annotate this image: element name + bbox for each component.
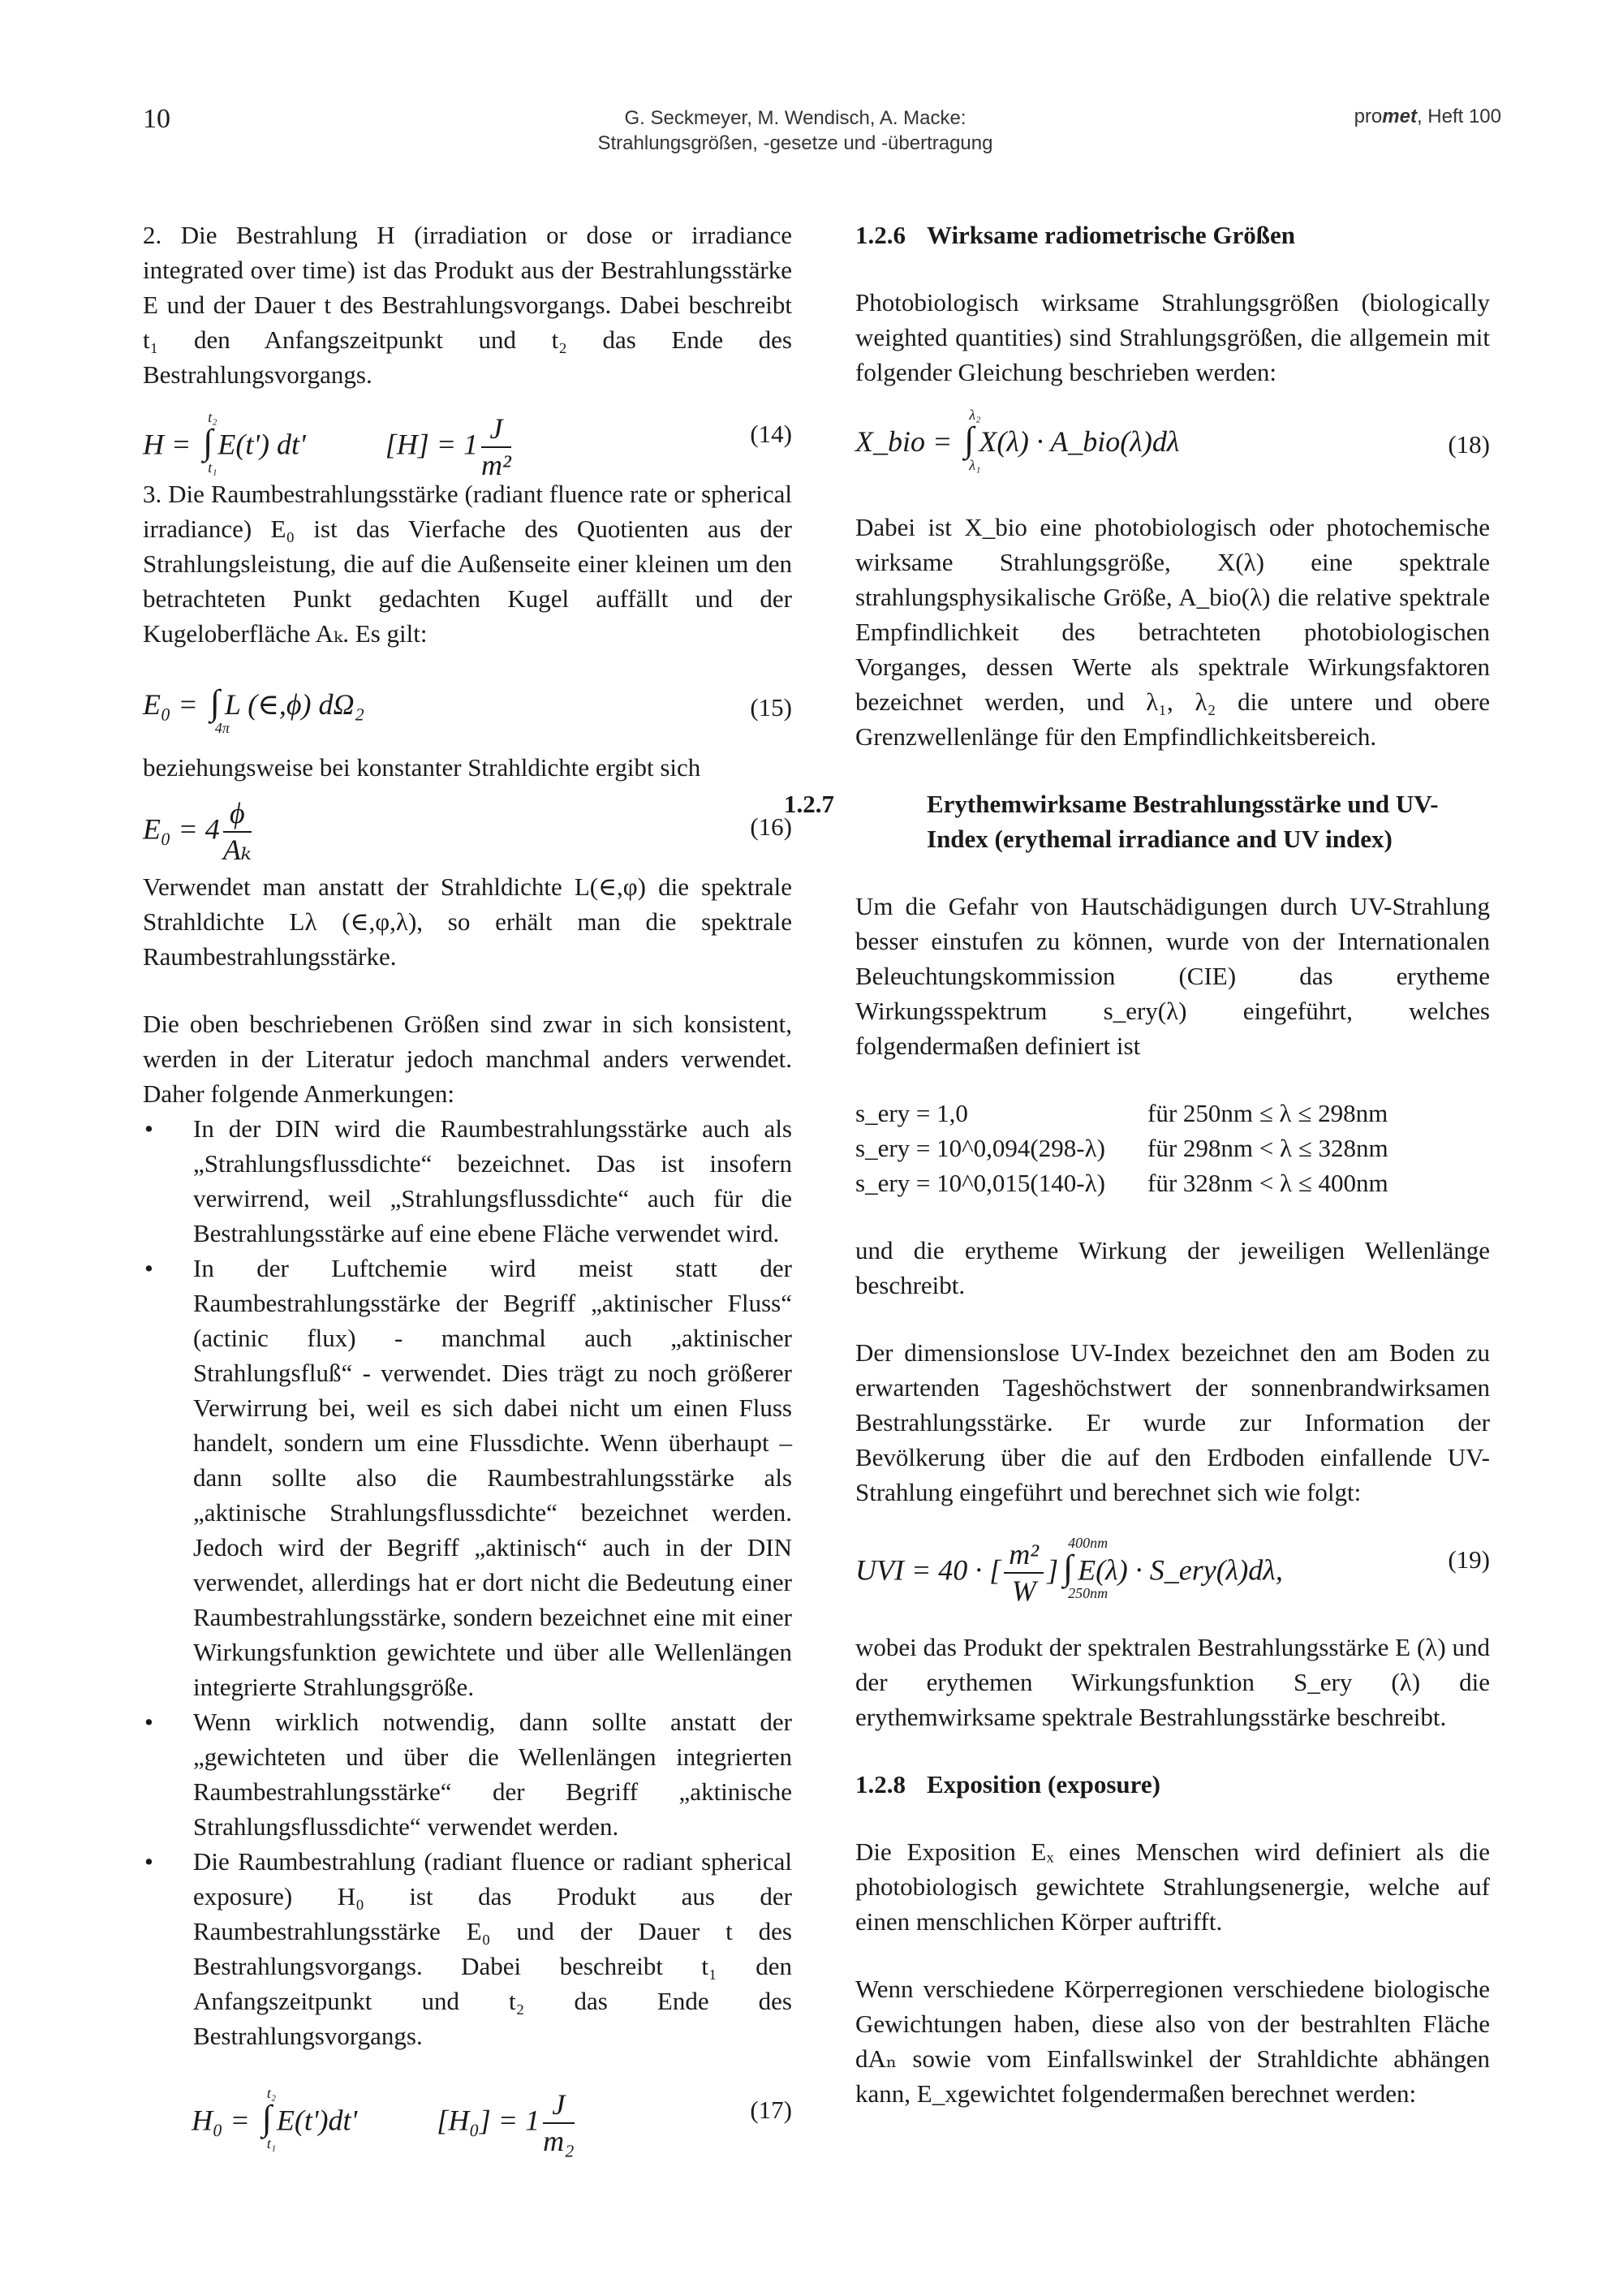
bullet-marker: • bbox=[144, 1114, 153, 1143]
section-heading-1-2-8 bbox=[855, 1767, 1490, 1802]
integral-sign: ∫ t₂ t₁ bbox=[262, 2100, 272, 2135]
list-item-text: In der Luftchemie wird meist statt der Raumbestrahlungsstärke der Begriff „aktinischer Fluss“ (actinic flux) - manchmal auch „aktinischer Strahlungsfluß“ - verwendet. Dies trägt zu noch größerer Verwirrung bei, weil es sich dabei nicht um einen Fluss handelt, sondern um eine Flussdichte. Wenn überhaupt – dann sollte also die Raumbestrahlungsstärke als „aktinische Strahlungsflussdichte“ bezeichnet werden. Jedoch wird der Begriff „aktinisch“ auch in der DIN verwendet, allerdings hat er dort nicht die Bedeutung einer Raumbestrahlungsstärke, sondern bezeichnet eine mit einer Wirkungsfunktion gewichtete und über alle Wellenlängen integrierte Strahlungsgröße. bbox=[193, 1254, 792, 1701]
list-item-text: In der DIN wird die Raumbestrahlungsstärke auch als „Strahlungsflussdichte“ bezeichnet. Das ist insofern verwirrend, weil „Strahlungsflussdichte“ auch für die Bestrahlungsstärke auf eine ebene Fläche verwendet wird. bbox=[193, 1114, 792, 1247]
integral-sign: ∫ t₂ t₁ bbox=[203, 424, 213, 459]
definition-lhs: s_ery = 10^0,094(298-λ) bbox=[855, 1134, 1105, 1162]
eq17-lhs: H₀ = bbox=[192, 2104, 257, 2137]
eq16-lhs: E₀ = 4 bbox=[143, 812, 220, 846]
list-item bbox=[143, 1844, 792, 2053]
list-item bbox=[143, 1251, 792, 1704]
eq19-lower-limit: 250nm bbox=[1068, 1585, 1109, 1602]
definition-rhs: für 328nm < λ ≤ 400nm bbox=[1147, 1169, 1388, 1197]
eq16-number: (16) bbox=[750, 812, 792, 841]
list-item-text: Wenn wirklich notwendig, dann sollte anstatt der „gewichteten und über die Wellenlängen integrierten Raumbestrahlungsstärke“ der Begriff „aktinische Strahlungsflussdichte“ verwendet werden. bbox=[193, 1708, 792, 1841]
definition-rhs: für 250nm ≤ λ ≤ 298nm bbox=[1147, 1099, 1388, 1127]
bullet-marker: • bbox=[144, 1708, 153, 1736]
paragraph-die-oben: Die oben beschriebenen Größen sind zwar in sich konsistent, werden in der Literatur jedoch manchmal anders verwendet. Daher folgende Anmerkungen: bbox=[143, 1010, 792, 1108]
eq14-unit-den: m² bbox=[481, 449, 511, 481]
eq14-unit-lhs: [H] = 1 bbox=[385, 428, 479, 461]
running-title-topic: Strahlungsgrößen, -gesetze und -übertragung bbox=[597, 132, 993, 154]
eq16-den: Aₖ bbox=[222, 834, 252, 866]
definition-row bbox=[855, 1131, 1490, 1165]
definition-row bbox=[855, 1165, 1490, 1200]
definition-lhs: s_ery = 10^0,015(140-λ) bbox=[855, 1169, 1105, 1197]
paragraph-wenn: Wenn verschiedene Körperregionen verschiedene biologische Gewichtungen haben, diese also von der bestrahlten Fläche dAₙ sowie vom Einfallswinkel der Strahldichte abhängen kann, E_xgewichtet folgendermaßen berechnet werden: bbox=[855, 1975, 1490, 2108]
paragraph-photobio: Photobiologisch wirksame Strahlungsgrößen (biologically weighted quantities) sind Strahlungsgrößen, die allgemein mit folgender Gleichung beschrieben werden: bbox=[855, 288, 1490, 386]
equation-18 bbox=[855, 390, 1490, 495]
eq17-lower-limit: t₁ bbox=[266, 2135, 277, 2152]
eq15-number: (15) bbox=[750, 693, 792, 722]
list-item bbox=[143, 1704, 792, 1844]
eq19-number: (19) bbox=[1448, 1545, 1490, 1574]
eq14-number: (14) bbox=[750, 420, 792, 448]
definition-row bbox=[855, 1096, 1490, 1131]
equation-17 bbox=[143, 2068, 792, 2157]
paragraph-beziehungsweise: beziehungsweise bei konstanter Strahldichte ergibt sich bbox=[143, 753, 701, 782]
eq17-unit-fraction bbox=[543, 2087, 575, 2159]
eq18-number: (18) bbox=[1448, 430, 1490, 459]
journal-issue: , Heft 100 bbox=[1416, 106, 1501, 127]
left-column bbox=[143, 218, 792, 2157]
integral-sign: ∫ 400nm 250nm bbox=[1063, 1550, 1073, 1585]
section-heading-1-2-6 bbox=[855, 218, 1490, 252]
eq18-upper-limit: λ₂ bbox=[969, 407, 981, 423]
equation-16 bbox=[143, 785, 792, 869]
eq18-lower-limit: λ₁ bbox=[969, 457, 981, 473]
paragraph-wobei: wobei das Produkt der spektralen Bestrahlungsstärke E (λ) und der erythemen Wirkungsfunktion S_ery (λ) die erythemwirksame spektrale Bestrahlungsstärke beschreibt. bbox=[855, 1633, 1490, 1731]
eq19-num: m² bbox=[1004, 1537, 1044, 1574]
eq19-fraction bbox=[1004, 1537, 1044, 1609]
paragraph-verwendet: Verwendet man anstatt der Strahldichte L(∈,φ) die spektrale Strahldichte Lλ (∈,φ,λ), so erhält man die spektrale Raumbestrahlungsstärke. bbox=[143, 872, 792, 971]
eq17-unit-den: m₂ bbox=[543, 2125, 575, 2157]
section-number: 1.2.6 bbox=[855, 221, 906, 249]
eq17-unit-lhs: [H₀] = 1 bbox=[437, 2104, 540, 2137]
equation-15 bbox=[143, 666, 792, 750]
eq14-lhs: H = bbox=[143, 428, 199, 461]
running-title-authors: G. Seckmeyer, M. Wendisch, A. Macke: bbox=[624, 107, 966, 129]
equation-14 bbox=[143, 392, 792, 481]
bullet-marker: • bbox=[144, 1847, 153, 1876]
page-header bbox=[0, 104, 1623, 169]
eq14-integrand: E(t') dt' bbox=[217, 428, 306, 461]
section-title: Exposition (exposure) bbox=[927, 1770, 1160, 1798]
eq19-den: W bbox=[1011, 1574, 1036, 1607]
right-column bbox=[784, 218, 1490, 2111]
eq14-upper-limit: t₂ bbox=[208, 409, 217, 426]
integral-sign: ∫ 4π bbox=[210, 685, 220, 720]
paragraph-um-die: Um die Gefahr von Hautschädigungen durch UV-Strahlung besser einstufen zu können, wurde von der Internationalen Beleuchtungskommission (CIE) das erytheme Wirkungsspektrum s_ery(λ) eingeführt, welches folgendermaßen definiert ist bbox=[855, 892, 1490, 1060]
eq14-lower-limit: t₁ bbox=[208, 459, 217, 476]
paragraph-der-dimensionslose: Der dimensionslose UV-Index bezeichnet den am Boden zu erwartenden Tageshöchstwert der sonnenbrandwirksamen Bestrahlungsstärke. Er wurde zur Information der Bevölkerung über die auf den Erdboden einfallende UV-Strahlung eingeführt und berechnet sich wie folgt: bbox=[855, 1338, 1490, 1506]
running-title bbox=[568, 106, 1022, 156]
definition-rhs: für 298nm < λ ≤ 328nm bbox=[1147, 1134, 1388, 1162]
eq18-lhs: X_bio = bbox=[855, 425, 960, 458]
journal-pro: pro bbox=[1354, 106, 1383, 127]
section-title: Erythemwirksame Bestrahlungsstärke und UV-Index (erythemal irradiance and UV index) bbox=[927, 790, 1439, 853]
eq15-integrand: L (∈,ϕ) dΩ₂ bbox=[224, 688, 365, 721]
bullet-marker: • bbox=[144, 1254, 153, 1282]
eq15-lhs: E₀ = bbox=[143, 688, 205, 721]
eq17-upper-limit: t₂ bbox=[266, 2085, 277, 2102]
definition-table bbox=[855, 1096, 1490, 1200]
eq19-integrand: E(λ) · S_ery(λ)dλ, bbox=[1078, 1553, 1283, 1587]
eq17-unit-num: J bbox=[543, 2087, 575, 2124]
eq16-fraction bbox=[223, 796, 252, 868]
paragraph-raumbestrahlung: 3. Die Raumbestrahlungsstärke (radiant fluence rate or spherical irradiance) E₀ ist das Vierfache des Quotienten aus der Strahlungsleistung, die auf die Außenseite einer kleinen um den betrachteten Punkt gedachten Kugel auffällt und der Kugeloberfläche Aₖ. Es gilt: bbox=[143, 480, 792, 648]
paragraph-dabei: Dabei ist X_bio eine photobiologisch oder photochemische wirksame Strahlungsgröße, X(λ) eine spektrale strahlungsphysikalische Größe, A_bio(λ) die relative spektrale Empfindlichkeit des betrachteten photobiologischen Vorganges, dessen Werte als spektrale Wirkungsfaktoren bezeichnet werden, und λ₁, λ₂ die untere und obere Grenzwellenlänge für den Empfindlichkeitsbereich. bbox=[855, 513, 1490, 751]
definition-lhs: s_ery = 1,0 bbox=[855, 1099, 968, 1127]
list-item-text: Die Raumbestrahlung (radiant fluence or radiant spherical exposure) H₀ ist das Produkt aus der Raumbestrahlungsstärke E₀ und der Dauer t des Bestrahlungsvorgangs. Dabei beschreibt t₁ den Anfangszeitpunkt und t₂ das Ende des Bestrahlungsvorgangs. bbox=[193, 1847, 792, 2050]
section-number: 1.2.8 bbox=[855, 1770, 906, 1798]
section-number: 1.2.7 bbox=[784, 790, 834, 818]
paragraph-bestrahlung: 2. Die Bestrahlung H (irradiation or dose or irradiance integrated over time) ist das Produkt aus der Bestrahlungsstärke E und der Dauer t des Bestrahlungsvorgangs. Dabei beschreibt t₁ den Anfangszeitpunkt und t₂ das Ende des Bestrahlungsvorgangs. bbox=[143, 221, 792, 389]
equation-19: UVI = 40 · [ $\frac{\text{m²}}{W}$ ] ∫ 400nm 250nm E(λ) · S_ery(λ)dλ, (19) bbox=[855, 1510, 1490, 1615]
eq17-integrand: E(t')dt' bbox=[276, 2104, 358, 2137]
journal-met: met bbox=[1382, 106, 1417, 127]
eq14-unit-fraction bbox=[481, 411, 511, 483]
eq19-lhs: UVI = 40 · bbox=[855, 1553, 990, 1587]
paragraph-und-die: und die erytheme Wirkung der jeweiligen Wellenlänge beschreibt. bbox=[855, 1236, 1490, 1299]
eq17-number: (17) bbox=[750, 2096, 792, 2124]
eq18-integrand: X(λ) · A_bio(λ)dλ bbox=[979, 425, 1180, 458]
integral-sign: ∫ λ₂ λ₁ bbox=[964, 422, 974, 457]
remarks-list bbox=[143, 1111, 792, 2053]
page-number: 10 bbox=[143, 104, 170, 134]
paragraph-exposition: Die Exposition Eₓ eines Menschen wird definiert als die photobiologisch gewichtete Strahlungsenergie, welche auf einen menschlichen Körper auftrifft. bbox=[855, 1837, 1490, 1936]
eq19-upper-limit: 400nm bbox=[1068, 1535, 1109, 1552]
section-title: Wirksame radiometrische Größen bbox=[927, 221, 1296, 249]
eq14-unit-num: J bbox=[481, 411, 511, 448]
eq15-lower-limit: 4π bbox=[214, 720, 230, 736]
eq16-num: ϕ bbox=[223, 796, 252, 833]
list-item bbox=[143, 1111, 792, 1251]
section-heading-1-2-7 bbox=[784, 786, 1490, 856]
journal-label bbox=[1354, 106, 1501, 128]
